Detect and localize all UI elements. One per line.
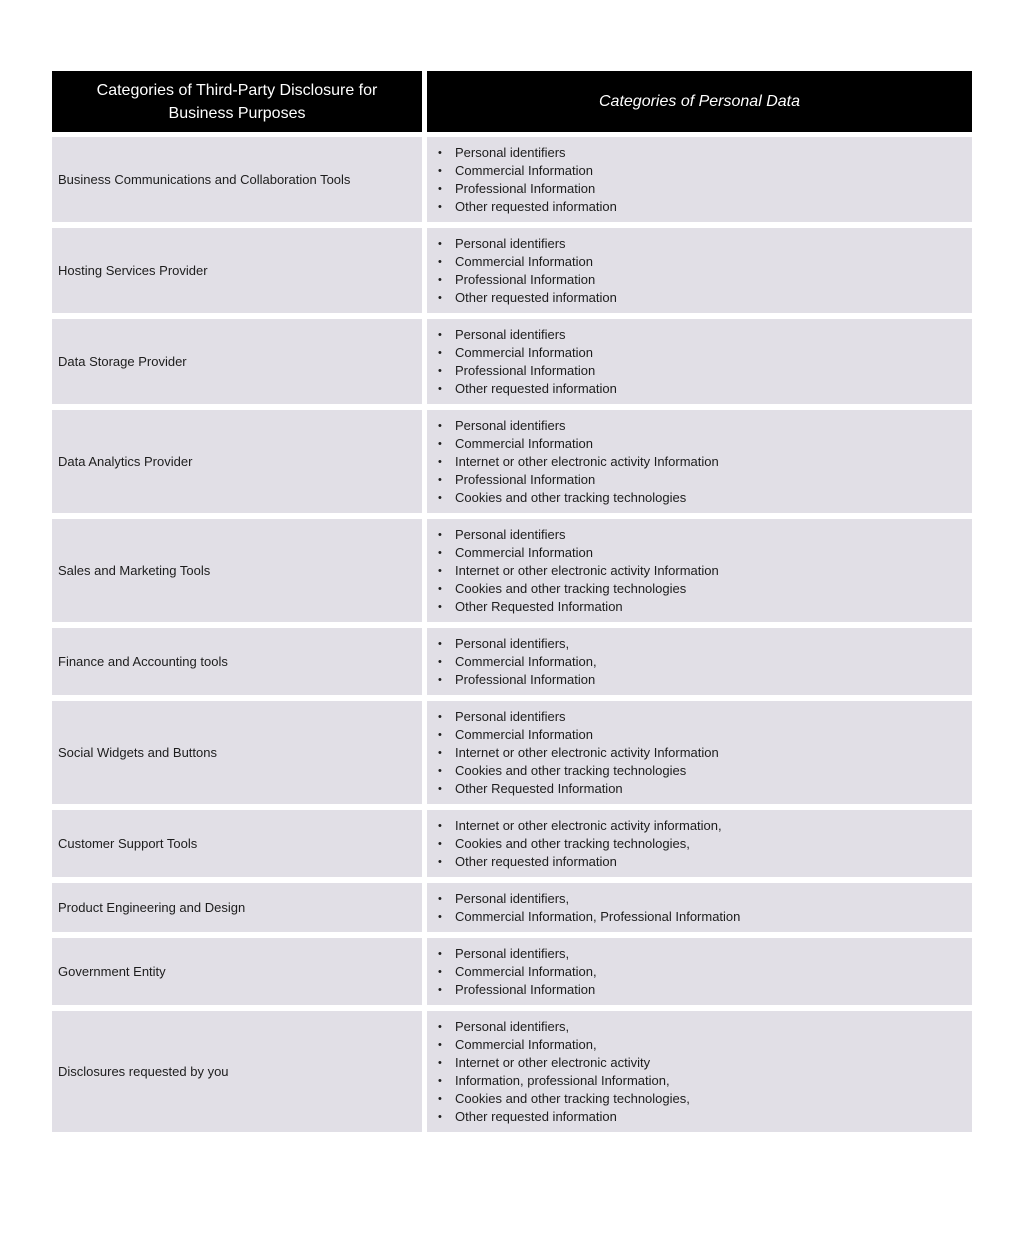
list-item: • Other Requested Information xyxy=(437,780,972,798)
list-item: • Cookies and other tracking technologies xyxy=(437,762,972,780)
table-row xyxy=(52,938,972,1005)
personal-data-cell xyxy=(427,137,972,222)
list-item: • Other Requested Information xyxy=(437,598,972,616)
list-item: • Professional Information xyxy=(437,671,972,689)
list-item: • Cookies and other tracking technologies xyxy=(437,580,972,598)
list-item: • Commercial Information xyxy=(437,253,972,271)
disclosure-category: Finance and Accounting tools xyxy=(52,628,422,695)
list-item: • Cookies and other tracking technologies, xyxy=(437,835,972,853)
list-item: • Commercial Information, xyxy=(437,1036,972,1054)
personal-data-list xyxy=(437,417,972,507)
disclosure-category: Social Widgets and Buttons xyxy=(52,701,422,804)
list-item: • Commercial Information xyxy=(437,344,972,362)
list-item: • Commercial Information xyxy=(437,435,972,453)
disclosure-category: Data Storage Provider xyxy=(52,319,422,404)
table-header xyxy=(52,71,972,132)
personal-data-cell xyxy=(427,410,972,513)
list-item: • Personal identifiers xyxy=(437,417,972,435)
list-item: • Other requested information xyxy=(437,289,972,307)
disclosure-category: Sales and Marketing Tools xyxy=(52,519,422,622)
table-row xyxy=(52,410,972,513)
list-item: • Internet or other electronic activity information, xyxy=(437,817,972,835)
disclosure-category: Business Communications and Collaboration Tools xyxy=(52,137,422,222)
personal-data-list xyxy=(437,235,972,307)
list-item: • Internet or other electronic activity Information xyxy=(437,562,972,580)
table-row xyxy=(52,628,972,695)
disclosure-category: Customer Support Tools xyxy=(52,810,422,877)
list-item: • Professional Information xyxy=(437,362,972,380)
table-body xyxy=(52,137,972,1132)
list-item: • Internet or other electronic activity xyxy=(437,1054,972,1072)
personal-data-cell xyxy=(427,810,972,877)
table-row xyxy=(52,883,972,932)
list-item: • Personal identifiers xyxy=(437,235,972,253)
disclosure-category: Government Entity xyxy=(52,938,422,1005)
table-row xyxy=(52,810,972,877)
list-item: • Commercial Information xyxy=(437,162,972,180)
disclosure-table xyxy=(52,71,972,1138)
list-item: • Personal identifiers xyxy=(437,708,972,726)
table-row xyxy=(52,137,972,222)
list-item: • Commercial Information xyxy=(437,726,972,744)
disclosure-category: Hosting Services Provider xyxy=(52,228,422,313)
personal-data-list xyxy=(437,1018,972,1126)
list-item: • Internet or other electronic activity Information xyxy=(437,453,972,471)
table-row xyxy=(52,319,972,404)
list-item: • Internet or other electronic activity Information xyxy=(437,744,972,762)
list-item: • Other requested information xyxy=(437,380,972,398)
personal-data-list xyxy=(437,326,972,398)
table-row xyxy=(52,228,972,313)
list-item: • Other requested information xyxy=(437,853,972,871)
list-item: • Cookies and other tracking technologies xyxy=(437,489,972,507)
list-item: • Professional Information xyxy=(437,471,972,489)
list-item: • Personal identifiers, xyxy=(437,1018,972,1036)
list-item: • Commercial Information xyxy=(437,544,972,562)
list-item: • Personal identifiers, xyxy=(437,945,972,963)
list-item: • Commercial Information, Professional Information xyxy=(437,908,972,926)
disclosure-category: Data Analytics Provider xyxy=(52,410,422,513)
personal-data-list xyxy=(437,144,972,216)
disclosure-category: Product Engineering and Design xyxy=(52,883,422,932)
list-item: • Personal identifiers xyxy=(437,144,972,162)
personal-data-cell xyxy=(427,938,972,1005)
personal-data-cell xyxy=(427,1011,972,1132)
header-disclosure-categories: Categories of Third-Party Disclosure for Business Purposes xyxy=(52,71,422,132)
personal-data-list xyxy=(437,708,972,798)
list-item: • Commercial Information, xyxy=(437,963,972,981)
table-row xyxy=(52,519,972,622)
list-item: • Information, professional Information, xyxy=(437,1072,972,1090)
table-row xyxy=(52,701,972,804)
list-item: • Professional Information xyxy=(437,271,972,289)
personal-data-cell xyxy=(427,883,972,932)
personal-data-cell xyxy=(427,701,972,804)
list-item: • Personal identifiers xyxy=(437,526,972,544)
list-item: • Cookies and other tracking technologies, xyxy=(437,1090,972,1108)
personal-data-list xyxy=(437,635,972,689)
personal-data-list xyxy=(437,817,972,871)
list-item: • Commercial Information, xyxy=(437,653,972,671)
personal-data-list xyxy=(437,890,972,926)
personal-data-cell xyxy=(427,628,972,695)
list-item: • Personal identifiers, xyxy=(437,890,972,908)
header-personal-data-categories: Categories of Personal Data xyxy=(427,71,972,132)
personal-data-list xyxy=(437,945,972,999)
personal-data-cell xyxy=(427,519,972,622)
list-item: • Other requested information xyxy=(437,1108,972,1126)
personal-data-list xyxy=(437,526,972,616)
disclosure-category: Disclosures requested by you xyxy=(52,1011,422,1132)
list-item: • Professional Information xyxy=(437,180,972,198)
personal-data-cell xyxy=(427,228,972,313)
personal-data-cell xyxy=(427,319,972,404)
table-row xyxy=(52,1011,972,1132)
list-item: • Professional Information xyxy=(437,981,972,999)
list-item: • Other requested information xyxy=(437,198,972,216)
list-item: • Personal identifiers, xyxy=(437,635,972,653)
list-item: • Personal identifiers xyxy=(437,326,972,344)
